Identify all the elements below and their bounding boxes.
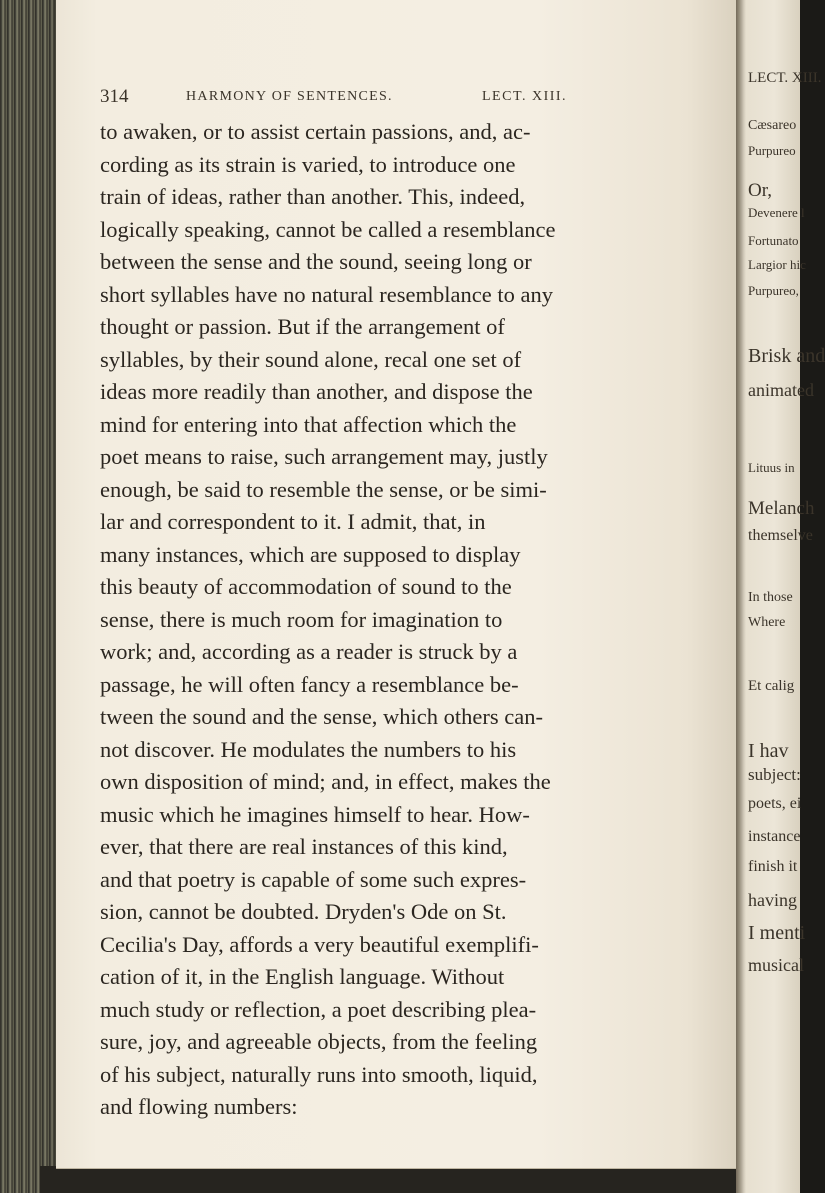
text-line: and that poetry is capable of some such expres- xyxy=(100,866,527,892)
adjacent-page-fragment: Or, xyxy=(748,180,773,201)
text-line: sion, cannot be doubted. Dryden's Ode on St. xyxy=(100,899,507,924)
text-line: and flowing numbers: xyxy=(100,1094,298,1119)
text-line: not discover. He modulates the numbers to his xyxy=(100,736,517,762)
adjacent-page-fragment: subject: xyxy=(748,765,801,784)
text-line: of his subject, naturally runs into smooth, liquid, xyxy=(100,1061,538,1087)
page-shadow-strip xyxy=(40,1166,800,1193)
text-line: much study or reflection, a poet describing plea- xyxy=(100,996,537,1022)
adjacent-page-fragment: I menti xyxy=(748,922,806,944)
adjacent-page-fragment: LECT. XIII. xyxy=(748,70,822,86)
adjacent-page-fragment: Et calig xyxy=(748,678,795,694)
adjacent-page-fragment: Purpureo xyxy=(748,143,796,158)
adjacent-page-fragment: Largior hic xyxy=(748,257,806,272)
text-line: work; and, according as a reader is struck by a xyxy=(100,639,518,664)
text-line: train of ideas, rather than another. This, indeed, xyxy=(100,184,526,209)
text-line: mind for entering into that affection which the xyxy=(100,411,517,437)
text-line: this beauty of accommodation of sound to the xyxy=(100,574,512,599)
text-line: to awaken, or to assist certain passions, and, ac- xyxy=(100,119,531,144)
text-line: sure, joy, and agreeable objects, from the feeling xyxy=(100,1029,538,1054)
adjacent-page-fragment: Fortunato xyxy=(748,233,799,248)
adjacent-page-fragment: Brisk and xyxy=(748,345,825,367)
text-line: tween the sound and the sense, which others can- xyxy=(100,704,543,729)
adjacent-page-fragment: In those xyxy=(748,590,793,605)
text-line: lar and correspondent to it. I admit, that, in xyxy=(100,509,486,534)
adjacent-page-fragment: animated xyxy=(748,380,814,400)
text-line: sense, there is much room for imagination to xyxy=(100,606,503,632)
text-line: thought or passion. But if the arrangement of xyxy=(100,314,505,339)
adjacent-page-fragment: Melanch xyxy=(748,498,815,519)
adjacent-page-fragment: instance xyxy=(748,828,801,845)
adjacent-page-fragment: I hav xyxy=(748,740,789,762)
text-line: short syllables have no natural resemblance to any xyxy=(100,281,553,307)
adjacent-page-edge xyxy=(736,0,825,1193)
running-title: HARMONY OF SENTENCES. xyxy=(186,89,393,104)
text-line: ideas more readily than another, and dispose the xyxy=(100,379,533,404)
text-line: poet means to raise, such arrangement may, justly xyxy=(100,444,548,469)
gutter-shadow xyxy=(736,0,746,1193)
text-line: between the sense and the sound, seeing long or xyxy=(100,249,532,274)
adjacent-page-fragment: Devenere l xyxy=(748,205,805,220)
text-line: cation of it, in the English language. Without xyxy=(100,964,505,989)
adjacent-page-fragment: themselve xyxy=(748,527,813,544)
adjacent-page-fragment: having xyxy=(748,890,797,910)
text-line: syllables, by their sound alone, recal one set of xyxy=(100,346,522,372)
adjacent-page-fragment: Lituus in xyxy=(748,460,795,475)
adjacent-page-fragment: Purpureo, xyxy=(748,283,799,298)
text-line: passage, he will often fancy a resemblance be- xyxy=(100,671,519,697)
adjacent-page-fragment: Where xyxy=(748,615,786,630)
lecture-number: LECT. XIII. xyxy=(482,89,568,104)
text-line: ever, that there are real instances of this kind, xyxy=(100,834,508,859)
text-line: own disposition of mind; and, in effect, makes the xyxy=(100,769,551,794)
adjacent-page-fragment: poets, ei xyxy=(748,795,802,812)
adjacent-page-fragment: musical xyxy=(748,955,804,975)
adjacent-page-fragment: Cæsareo xyxy=(748,118,797,133)
running-header xyxy=(100,86,720,108)
text-line: cording as its strain is varied, to introduce one xyxy=(100,151,516,177)
adjacent-page-fragment: finish it xyxy=(748,858,798,875)
body-text xyxy=(100,116,710,1124)
text-line: many instances, which are supposed to display xyxy=(100,541,521,567)
book-binding xyxy=(0,0,58,1193)
text-line: music which he imagines himself to hear. How- xyxy=(100,801,530,827)
page-number: 314 xyxy=(100,86,129,107)
text-line: enough, be said to resemble the sense, or be simi- xyxy=(100,476,547,502)
text-line: logically speaking, cannot be called a resemblance xyxy=(100,216,556,242)
text-line: Cecilia's Day, affords a very beautiful exemplifi- xyxy=(100,931,539,957)
